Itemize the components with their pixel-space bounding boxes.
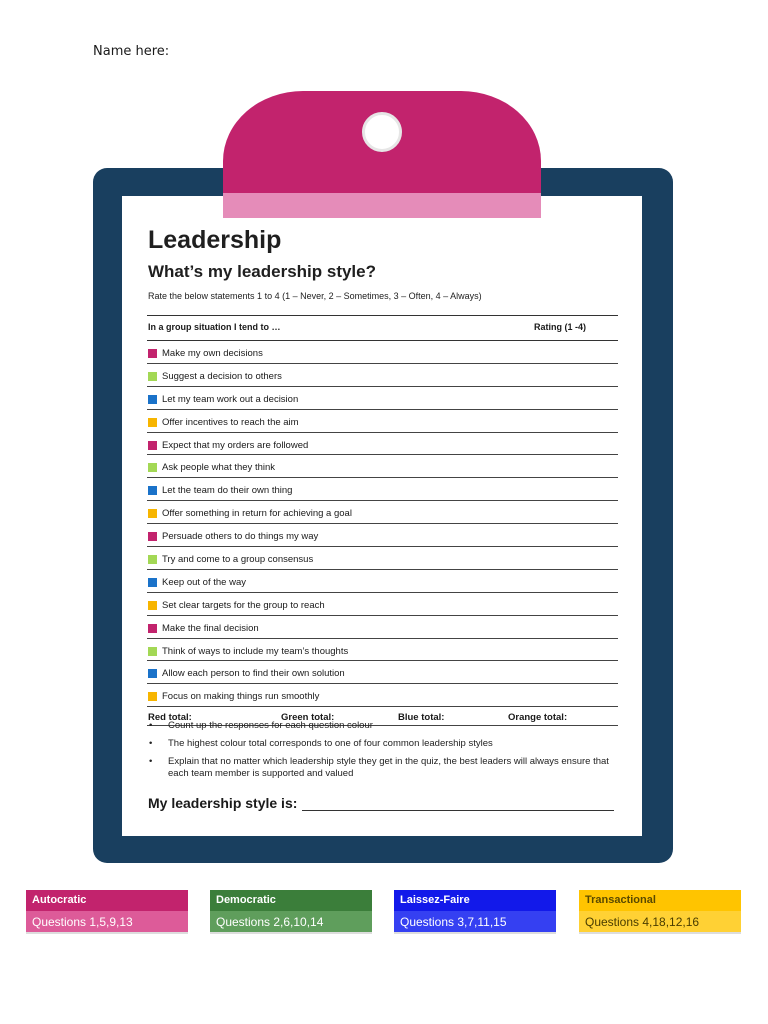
statement-text: Make my own decisions	[162, 348, 263, 359]
blue-swatch	[148, 578, 157, 587]
legend-autocratic	[26, 890, 188, 936]
legend-transactional	[579, 890, 741, 936]
blue-total-label: Blue total:	[398, 712, 445, 724]
bullet-dot: •	[149, 738, 153, 749]
table-header	[147, 315, 618, 341]
green-swatch	[148, 555, 157, 564]
table-row	[147, 387, 618, 410]
statement-text: Let the team do their own thing	[162, 485, 293, 497]
green-swatch	[148, 372, 157, 381]
legend-title: Democratic	[210, 890, 372, 911]
legend-laissez-faire	[394, 890, 556, 936]
statement-column-header: In a group situation I tend to …	[148, 322, 281, 332]
table-row	[147, 433, 618, 456]
red-swatch	[148, 532, 157, 541]
green-total-label: Green total:	[281, 712, 335, 724]
bullet-item	[148, 720, 620, 732]
bullet-text: Count up the responses for each question colour	[168, 720, 373, 731]
red-swatch	[148, 349, 157, 358]
legend-title: Autocratic	[26, 890, 188, 911]
statement-text: Offer incentives to reach the aim	[162, 416, 299, 428]
statement-text: Try and come to a group consensus	[162, 554, 314, 566]
statement-text: Expect that my orders are followed	[162, 439, 309, 451]
clip-band	[223, 193, 541, 218]
table-row	[147, 478, 618, 501]
blue-swatch	[148, 669, 157, 678]
table-row	[147, 547, 618, 570]
statement-rows	[147, 341, 618, 707]
legend-title: Laissez-Faire	[394, 890, 556, 911]
worksheet-title: Leadership	[148, 226, 282, 254]
table-row	[147, 410, 618, 433]
orange-swatch	[148, 509, 157, 518]
legend-questions: Questions 4,18,12,16	[579, 911, 741, 934]
legend-title: Transactional	[579, 890, 741, 911]
style-prompt: My leadership style is:	[148, 795, 298, 811]
statement-text: Let my team work out a decision	[162, 393, 299, 405]
statement-table	[147, 315, 618, 726]
legend-questions: Questions 3,7,11,15	[394, 911, 556, 934]
statement-text: Allow each person to find their own solution	[162, 668, 345, 680]
table-row	[147, 661, 618, 684]
red-swatch	[148, 441, 157, 450]
bullet-dot: •	[149, 720, 153, 731]
table-row	[147, 616, 618, 639]
orange-swatch	[148, 601, 157, 610]
table-row	[147, 593, 618, 616]
style-answer-line[interactable]	[302, 810, 614, 811]
table-row	[147, 364, 618, 387]
rating-column-header: Rating (1 -4)	[534, 322, 587, 332]
table-row	[147, 684, 618, 707]
blue-swatch	[148, 486, 157, 495]
table-row	[147, 501, 618, 524]
bullet-text: The highest colour total corresponds to one of four common leadership styles	[168, 738, 493, 749]
bullet-text: Explain that no matter which leadership style they get in the quiz, the best leaders will always ensure that each team member is supported and valued	[168, 756, 609, 779]
statement-text: Focus on making things run smoothly	[162, 691, 320, 703]
statement-text: Persuade others to do things my way	[162, 531, 319, 543]
clip-hole	[362, 112, 402, 152]
statement-text: Think of ways to include my team’s thoughts	[162, 645, 349, 657]
table-row	[147, 570, 618, 593]
table-row	[147, 639, 618, 662]
orange-total-label: Orange total:	[508, 712, 568, 724]
bullet-item	[148, 756, 620, 780]
statement-text: Ask people what they think	[162, 462, 276, 474]
legend-questions: Questions 2,6,10,14	[210, 911, 372, 934]
table-row	[147, 341, 618, 364]
statement-text: Keep out of the way	[162, 576, 246, 588]
instruction-bullets	[148, 720, 620, 786]
statement-text: Suggest a decision to others	[162, 370, 282, 382]
blue-swatch	[148, 395, 157, 404]
orange-swatch	[148, 418, 157, 427]
green-swatch	[148, 647, 157, 656]
name-label: Name here:	[93, 44, 170, 59]
statement-text: Make the final decision	[162, 622, 259, 634]
table-row	[147, 455, 618, 478]
statement-text: Set clear targets for the group to reach	[162, 599, 325, 611]
statement-text: Offer something in return for achieving a goal	[162, 508, 352, 520]
red-swatch	[148, 624, 157, 633]
bullet-item	[148, 738, 620, 750]
legend-questions: Questions 1,5,9,13	[26, 911, 188, 934]
orange-swatch	[148, 692, 157, 701]
bullet-dot: •	[149, 756, 153, 767]
legend-democratic	[210, 890, 372, 936]
worksheet-subtitle: What’s my leadership style?	[148, 262, 376, 281]
red-total-label: Red total:	[148, 712, 192, 724]
table-row	[147, 524, 618, 547]
worksheet-instructions: Rate the below statements 1 to 4 (1 – Never, 2 – Sometimes, 3 – Often, 4 – Always)	[148, 291, 482, 301]
green-swatch	[148, 463, 157, 472]
